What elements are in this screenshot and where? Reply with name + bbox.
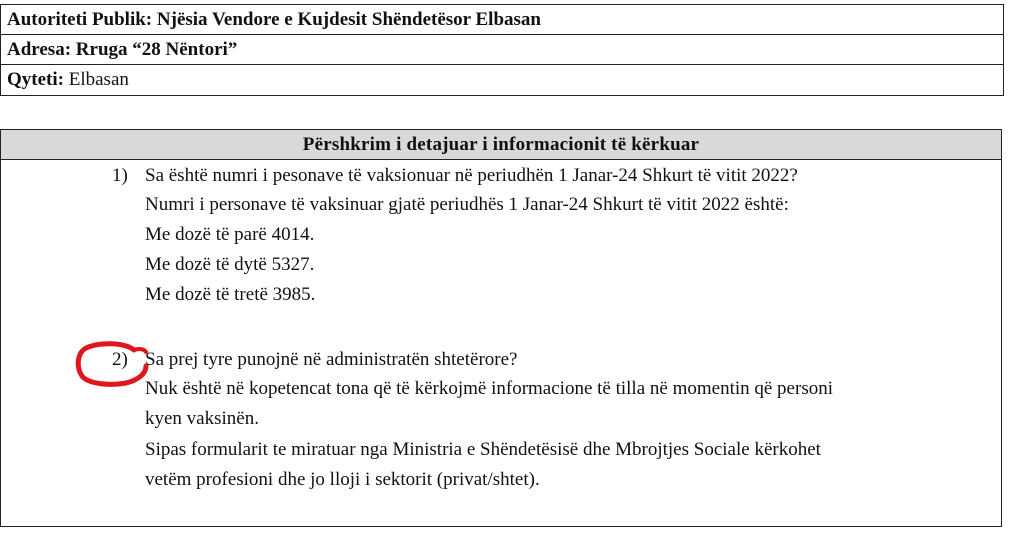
address-row bbox=[1, 35, 1003, 65]
question-2-line: Nuk është në kopetencat tona që të kërkojmë informacione të tilla në momentin që personi bbox=[145, 378, 833, 399]
question-2-line: vetëm profesioni dhe jo lloji i sektorit (privat/shtet). bbox=[145, 469, 540, 490]
question-2-line: Sipas formularit te miratuar nga Ministria e Shëndetësisë dhe Mbrojtjes Sociale kërkohet bbox=[145, 439, 821, 460]
question-2-line: kyen vaksinën. bbox=[145, 408, 259, 429]
question-1-line: Numri i personave të vaksinuar gjatë periudhës 1 Janar-24 Shkurt të vitit 2022 është: bbox=[145, 194, 789, 215]
question-1-number: 1) bbox=[112, 165, 128, 186]
address-label: Adresa: bbox=[7, 39, 72, 60]
details-table bbox=[0, 129, 1002, 527]
question-1-text: Sa është numri i pesonave të vaksionuar në periudhën 1 Janar-24 Shkurt të vitit 2022? bbox=[145, 165, 798, 186]
authority-row bbox=[1, 5, 1003, 35]
city-value: Elbasan bbox=[68, 69, 129, 90]
authority-value: Njësia Vendore e Kujdesit Shëndetësor Elbasan bbox=[156, 9, 541, 30]
question-1-line: Me dozë të parë 4014. bbox=[145, 224, 315, 245]
city-row bbox=[1, 65, 1003, 95]
city-label: Qyteti: bbox=[7, 69, 64, 90]
authority-label: Autoriteti Publik: bbox=[7, 9, 153, 30]
question-2-text: Sa prej tyre punojnë në administratën shtetërore? bbox=[145, 349, 518, 370]
question-1-line: Me dozë të tretë 3985. bbox=[145, 284, 316, 305]
question-1-line: Me dozë të dytë 5327. bbox=[145, 254, 315, 275]
header-table bbox=[0, 4, 1004, 96]
address-value: Rruga “28 Nëntori” bbox=[75, 39, 238, 60]
details-title: Përshkrim i detajuar i informacionit të kërkuar bbox=[1, 130, 1001, 160]
question-2-number: 2) bbox=[112, 349, 128, 370]
